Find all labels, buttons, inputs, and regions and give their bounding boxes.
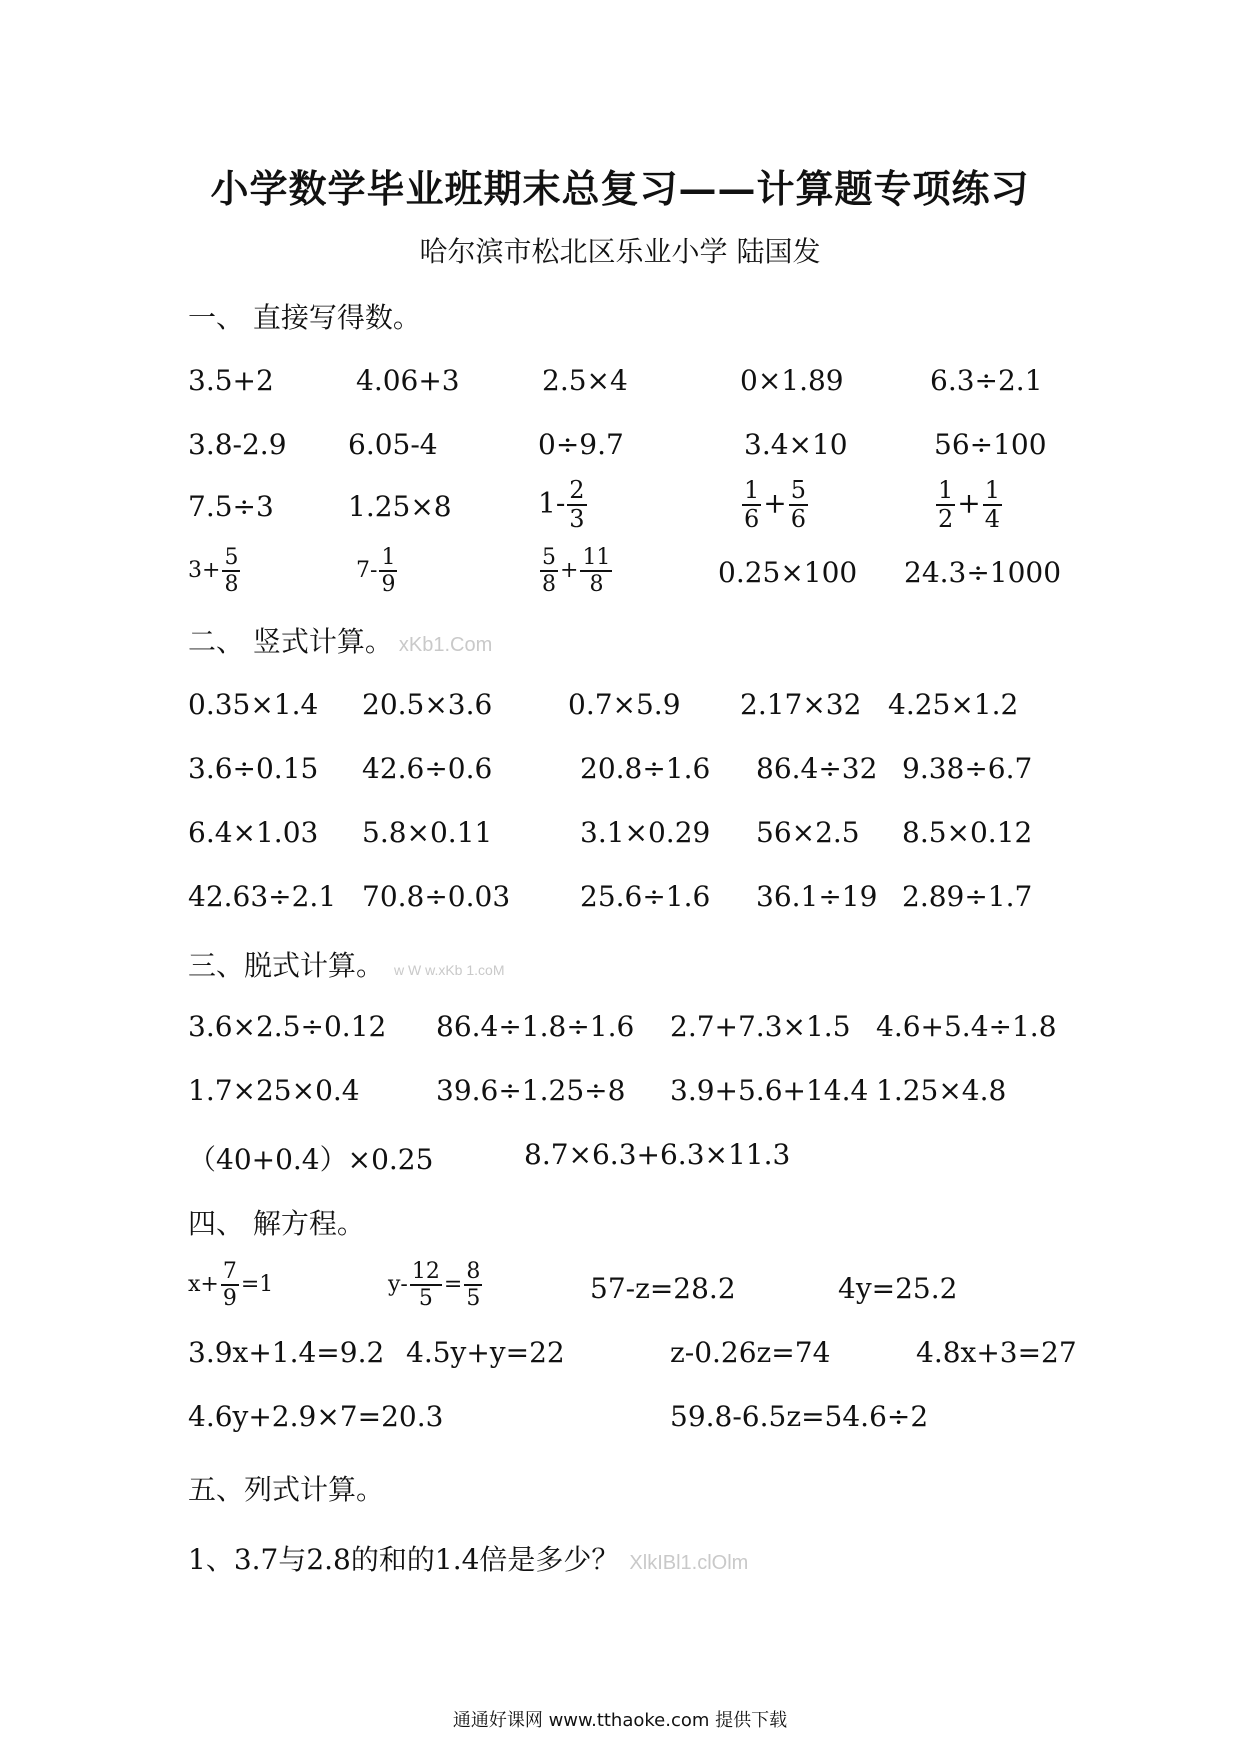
direct-r3-e4 xyxy=(740,478,810,532)
direct-r3-e1: 7.5÷3 xyxy=(188,490,274,523)
direct-r1-e2: 4.06+3 xyxy=(356,364,460,397)
denominator: 6 xyxy=(744,505,760,534)
numerator: 7 xyxy=(221,1260,239,1286)
direct-r4-e2 xyxy=(356,546,399,596)
section-5-heading: 五、列式计算。 xyxy=(188,1473,385,1506)
watermark-text: xKb1.Com xyxy=(398,634,493,656)
footer-source: 通通好课网 www.tthaoke.com 提供下载 xyxy=(452,1710,788,1731)
equation-r1-e2 xyxy=(388,1260,484,1310)
denominator: 4 xyxy=(984,505,1001,534)
operator: + xyxy=(763,486,787,520)
direct-r2-e4: 3.4×10 xyxy=(744,428,848,461)
denominator: 9 xyxy=(381,572,396,598)
denominator: 2 xyxy=(938,505,954,534)
prefix: y- xyxy=(388,1272,408,1298)
stepwise-r1-e2: 86.4÷1.8÷1.6 xyxy=(436,1010,635,1043)
section-3-title: 三、脱式计算。 xyxy=(188,949,385,982)
vertical-r4-e3: 25.6÷1.6 xyxy=(580,880,711,913)
denominator: 3 xyxy=(569,505,585,534)
word-problem-text: 1、3.7与2.8的和的1.4倍是多少？ xyxy=(188,1543,620,1576)
fraction xyxy=(789,478,808,532)
equation-r1-e3: 57-z=28.2 xyxy=(590,1272,736,1305)
prefix: 7- xyxy=(356,558,378,584)
denominator: 5 xyxy=(418,1286,433,1312)
direct-r2-e1: 3.8-2.9 xyxy=(188,428,287,461)
fraction xyxy=(540,546,558,596)
denominator: 6 xyxy=(790,505,807,534)
direct-r3-e2: 1.25×8 xyxy=(348,490,452,523)
numerator: 5 xyxy=(222,546,240,572)
vertical-r1-e4: 2.17×32 xyxy=(740,688,862,721)
direct-r3-e3 xyxy=(538,478,589,532)
section-4-heading: 四、 解方程。 xyxy=(188,1207,365,1240)
vertical-r3-e5: 8.5×0.12 xyxy=(902,816,1033,849)
denominator: 9 xyxy=(222,1286,237,1312)
equation-r2-e3: z-0.26z=74 xyxy=(670,1336,831,1369)
equation-r2-e1: 3.9x+1.4=9.2 xyxy=(188,1336,385,1369)
equation-r3-e1: 4.6y+2.9×7=20.3 xyxy=(188,1400,444,1433)
word-problem-1 xyxy=(188,1538,748,1578)
fraction xyxy=(464,1260,482,1310)
operator: + xyxy=(560,558,579,584)
prefix: 3+ xyxy=(188,558,221,584)
direct-r4-e4: 0.25×100 xyxy=(718,556,858,589)
section-2-title: 二、 竖式计算。 xyxy=(188,625,393,658)
fraction xyxy=(983,478,1002,532)
watermark-text: XlkIBl1.clOlm xyxy=(629,1552,749,1574)
numerator: 11 xyxy=(580,546,612,572)
stepwise-r2-e1: 1.7×25×0.4 xyxy=(188,1074,360,1107)
section-2-heading xyxy=(188,620,492,660)
direct-r3-e5 xyxy=(934,478,1004,532)
direct-r4-e1 xyxy=(188,546,242,596)
stepwise-r2-e2: 39.6÷1.25÷8 xyxy=(436,1074,626,1107)
equals: = xyxy=(443,1272,463,1298)
numerator: 1 xyxy=(983,478,1002,506)
direct-r1-e3: 2.5×4 xyxy=(542,364,628,397)
stepwise-r1-e1: 3.6×2.5÷0.12 xyxy=(188,1010,387,1043)
page-title: 小学数学毕业班期末总复习——计算题专项练习 xyxy=(210,166,1030,211)
direct-r4-e5: 24.3÷1000 xyxy=(904,556,1062,589)
denominator: 8 xyxy=(542,572,556,598)
numerator: 1 xyxy=(936,478,955,506)
direct-r2-e2: 6.05-4 xyxy=(348,428,438,461)
fraction xyxy=(567,478,586,532)
vertical-r1-e3: 0.7×5.9 xyxy=(568,688,681,721)
fraction xyxy=(221,1260,239,1310)
suffix: =1 xyxy=(240,1272,274,1298)
vertical-r3-e4: 56×2.5 xyxy=(756,816,860,849)
numerator: 2 xyxy=(567,478,586,506)
vertical-r1-e2: 20.5×3.6 xyxy=(362,688,493,721)
numerator: 1 xyxy=(742,478,761,506)
numerator: 8 xyxy=(464,1260,482,1286)
vertical-r2-e4: 86.4÷32 xyxy=(756,752,878,785)
equation-r3-e2: 59.8-6.5z=54.6÷2 xyxy=(670,1400,929,1433)
watermark-text: w W w.xKb 1.coM xyxy=(394,962,505,978)
denominator: 5 xyxy=(466,1286,481,1312)
fraction xyxy=(580,546,612,596)
stepwise-r2-e4: 1.25×4.8 xyxy=(876,1074,1007,1107)
equation-r2-e4: 4.8x+3=27 xyxy=(916,1336,1077,1369)
vertical-r3-e3: 3.1×0.29 xyxy=(580,816,711,849)
fraction xyxy=(222,546,240,596)
stepwise-r1-e4: 4.6+5.4÷1.8 xyxy=(876,1010,1057,1043)
prefix: 1- xyxy=(538,486,566,520)
author-line: 哈尔滨市松北区乐业小学 陆国发 xyxy=(419,235,821,268)
vertical-r4-e5: 2.89÷1.7 xyxy=(902,880,1033,913)
vertical-r4-e4: 36.1÷19 xyxy=(756,880,878,913)
vertical-r1-e5: 4.25×1.2 xyxy=(888,688,1019,721)
direct-r1-e1: 3.5+2 xyxy=(188,364,274,397)
operator: + xyxy=(957,486,981,520)
vertical-r3-e1: 6.4×1.03 xyxy=(188,816,319,849)
section-3-heading xyxy=(188,944,504,984)
direct-r1-e5: 6.3÷2.1 xyxy=(930,364,1043,397)
vertical-r1-e1: 0.35×1.4 xyxy=(188,688,319,721)
equation-r1-e4: 4y=25.2 xyxy=(838,1272,958,1305)
direct-r1-e4: 0×1.89 xyxy=(740,364,844,397)
numerator: 5 xyxy=(540,546,558,572)
vertical-r2-e2: 42.6÷0.6 xyxy=(362,752,493,785)
stepwise-r3-e1: （40+0.4）×0.25 xyxy=(188,1143,434,1176)
vertical-r2-e1: 3.6÷0.15 xyxy=(188,752,319,785)
denominator: 8 xyxy=(224,572,239,598)
denominator: 8 xyxy=(589,572,604,598)
fraction xyxy=(742,478,761,532)
vertical-r3-e2: 5.8×0.11 xyxy=(362,816,493,849)
prefix: x+ xyxy=(188,1272,219,1298)
direct-r2-e5: 56÷100 xyxy=(934,428,1047,461)
equation-r1-e1 xyxy=(188,1260,273,1310)
fraction xyxy=(936,478,955,532)
vertical-r2-e3: 20.8÷1.6 xyxy=(580,752,711,785)
direct-r4-e3 xyxy=(538,546,614,596)
section-1-heading: 一、 直接写得数。 xyxy=(188,301,421,334)
equation-r2-e2: 4.5y+y=22 xyxy=(406,1336,565,1369)
stepwise-r2-e3: 3.9+5.6+14.4 xyxy=(670,1074,869,1107)
fraction xyxy=(379,546,397,596)
stepwise-r1-e3: 2.7+7.3×1.5 xyxy=(670,1010,851,1043)
fraction xyxy=(410,1260,442,1310)
numerator: 1 xyxy=(379,546,397,572)
vertical-r4-e1: 42.63÷2.1 xyxy=(188,880,337,913)
vertical-r2-e5: 9.38÷6.7 xyxy=(902,752,1033,785)
numerator: 12 xyxy=(410,1260,442,1286)
vertical-r4-e2: 70.8÷0.03 xyxy=(362,880,511,913)
stepwise-r3-e2: 8.7×6.3+6.3×11.3 xyxy=(524,1138,791,1171)
numerator: 5 xyxy=(789,478,808,506)
direct-r2-e3: 0÷9.7 xyxy=(538,428,624,461)
